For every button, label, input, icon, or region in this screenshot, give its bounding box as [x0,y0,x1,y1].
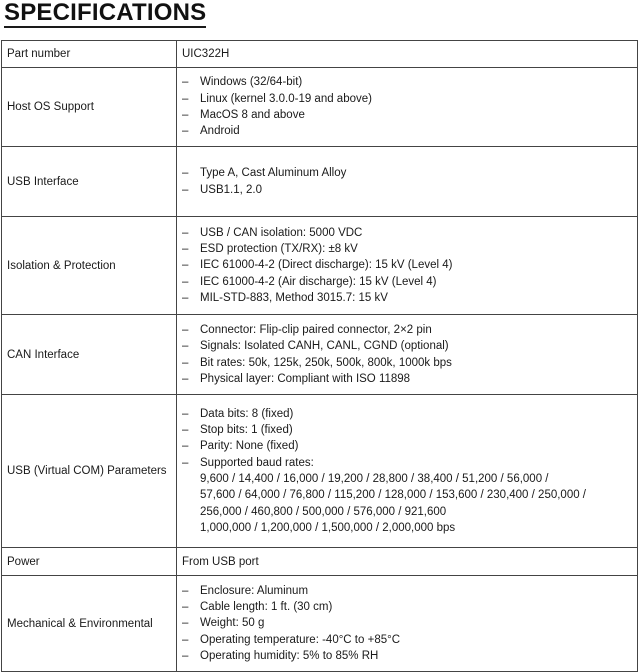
table-row [2,315,638,395]
bullet-dash: – [182,76,189,89]
row-value [177,576,638,672]
bullet-dash: – [182,584,189,597]
item-text: Operating humidity: 5% to 85% RH [200,649,379,662]
list-item [182,438,632,454]
table-row [2,576,638,672]
item-text: IEC 61000-4-2 (Direct discharge): 15 kV (Level 4) [200,259,453,272]
list-item [182,182,632,198]
item-text: Linux (kernel 3.0.0-19 and above) [200,92,372,105]
item-text: Stop bits: 1 (fixed) [200,424,293,437]
row-value [177,68,638,147]
item-text: USB / CAN isolation: 5000 VDC [200,226,363,239]
bullet-dash: – [182,291,189,304]
item-text: Parity: None (fixed) [200,440,299,453]
bullet-dash: – [182,601,189,614]
bullet-dash: – [182,356,189,369]
bullet-dash: – [182,226,189,239]
item-text: ESD protection (TX/RX): ±8 kV [200,243,358,256]
bullet-dash: – [182,243,189,256]
item-text: Operating temperature: -40°C to +85°C [200,633,401,646]
item-text: Windows (32/64-bit) [200,76,303,89]
list-item [182,241,632,257]
bullet-dash: – [182,440,189,453]
list-item [182,406,632,422]
row-label: Mechanical & Environmental [2,576,177,672]
row-label: Part number [2,41,177,68]
row-label: CAN Interface [2,315,177,395]
list-item [182,123,632,139]
list-item [182,583,632,599]
row-label: Isolation & Protection [2,217,177,315]
baud-rate-line: 57,600 / 64,000 / 76,800 / 115,200 / 128,000 / 153,600 / 230,400 / 250,000 / [200,489,587,502]
bullet-dash: – [182,456,189,469]
list-item [182,290,632,306]
power-value: From USB port [182,555,259,568]
bullet-dash: – [182,125,189,138]
bullet-dash: – [182,372,189,385]
baud-rate-line: 1,000,000 / 1,200,000 / 1,500,000 / 2,000,000 bps [200,521,456,534]
part-number-value: UIC322H [182,48,230,60]
bullet-dash: – [182,323,189,336]
item-text: Bit rates: 50k, 125k, 250k, 500k, 800k, 1000k bps [200,356,452,369]
page-title: SPECIFICATIONS [4,0,207,26]
bullet-dash: – [182,275,189,288]
row-label: Host OS Support [2,68,177,147]
bullet-dash: – [182,340,189,353]
item-text: MIL-STD-883, Method 3015.7: 15 kV [200,291,388,304]
row-value [177,548,638,576]
row-label: Power [2,548,177,576]
list-item [182,371,632,387]
bullet-dash: – [182,259,189,272]
row-value [177,217,638,315]
list-item [182,455,632,471]
baud-rate-line: 256,000 / 460,800 / 500,000 / 576,000 / 921,600 [200,505,447,518]
list-item [182,632,632,648]
table-row [2,395,638,548]
baud-rate-line: 9,600 / 14,400 / 16,000 / 19,200 / 28,800 / 38,400 / 51,200 / 56,000 / [200,473,549,485]
row-label: USB Interface [2,147,177,217]
list-item [182,257,632,273]
list-item [182,322,632,338]
row-label: USB (Virtual COM) Parameters [2,395,177,548]
bullet-dash: – [182,617,189,630]
table-row [2,68,638,147]
list-item [182,165,632,181]
list-item [182,599,632,615]
list-item [182,74,632,90]
bullet-dash: – [182,424,189,437]
item-text: Data bits: 8 (fixed) [200,407,294,420]
item-text: Supported baud rates: [200,456,314,469]
table-row [2,147,638,217]
list-item [182,274,632,290]
list-item [182,615,632,631]
bullet-dash: – [182,649,189,662]
list-item [182,338,632,354]
table-row [2,217,638,315]
list-item [182,648,632,664]
list-item [182,225,632,241]
list-item [182,91,632,107]
item-text: MacOS 8 and above [200,109,305,121]
table-row [2,548,638,576]
item-text: Enclosure: Aluminum [200,584,309,597]
bullet-dash: – [182,633,189,646]
item-text: Physical layer: Compliant with ISO 11898 [200,372,411,385]
bullet-dash: – [182,92,189,105]
bullet-dash: – [182,109,189,121]
specifications-table [1,40,638,672]
item-text: Android [200,125,240,138]
item-text: Connector: Flip-clip paired connector, 2×2 pin [200,323,432,336]
row-value [177,395,638,548]
item-text: Weight: 50 g [200,617,265,630]
bullet-dash: – [182,183,189,196]
row-value [177,41,638,68]
list-item [182,355,632,371]
row-value [177,147,638,217]
item-text: Type A, Cast Aluminum Alloy [200,167,347,180]
table-row [2,41,638,68]
list-item [182,107,632,123]
item-text: USB1.1, 2.0 [200,183,263,196]
item-text: IEC 61000-4-2 (Air discharge): 15 kV (Level 4) [200,275,437,288]
row-value [177,315,638,395]
list-item [182,422,632,438]
item-text: Signals: Isolated CANH, CANL, CGND (optional) [200,340,449,353]
bullet-dash: – [182,167,189,180]
item-text: Cable length: 1 ft. (30 cm) [200,601,333,614]
bullet-dash: – [182,407,189,420]
